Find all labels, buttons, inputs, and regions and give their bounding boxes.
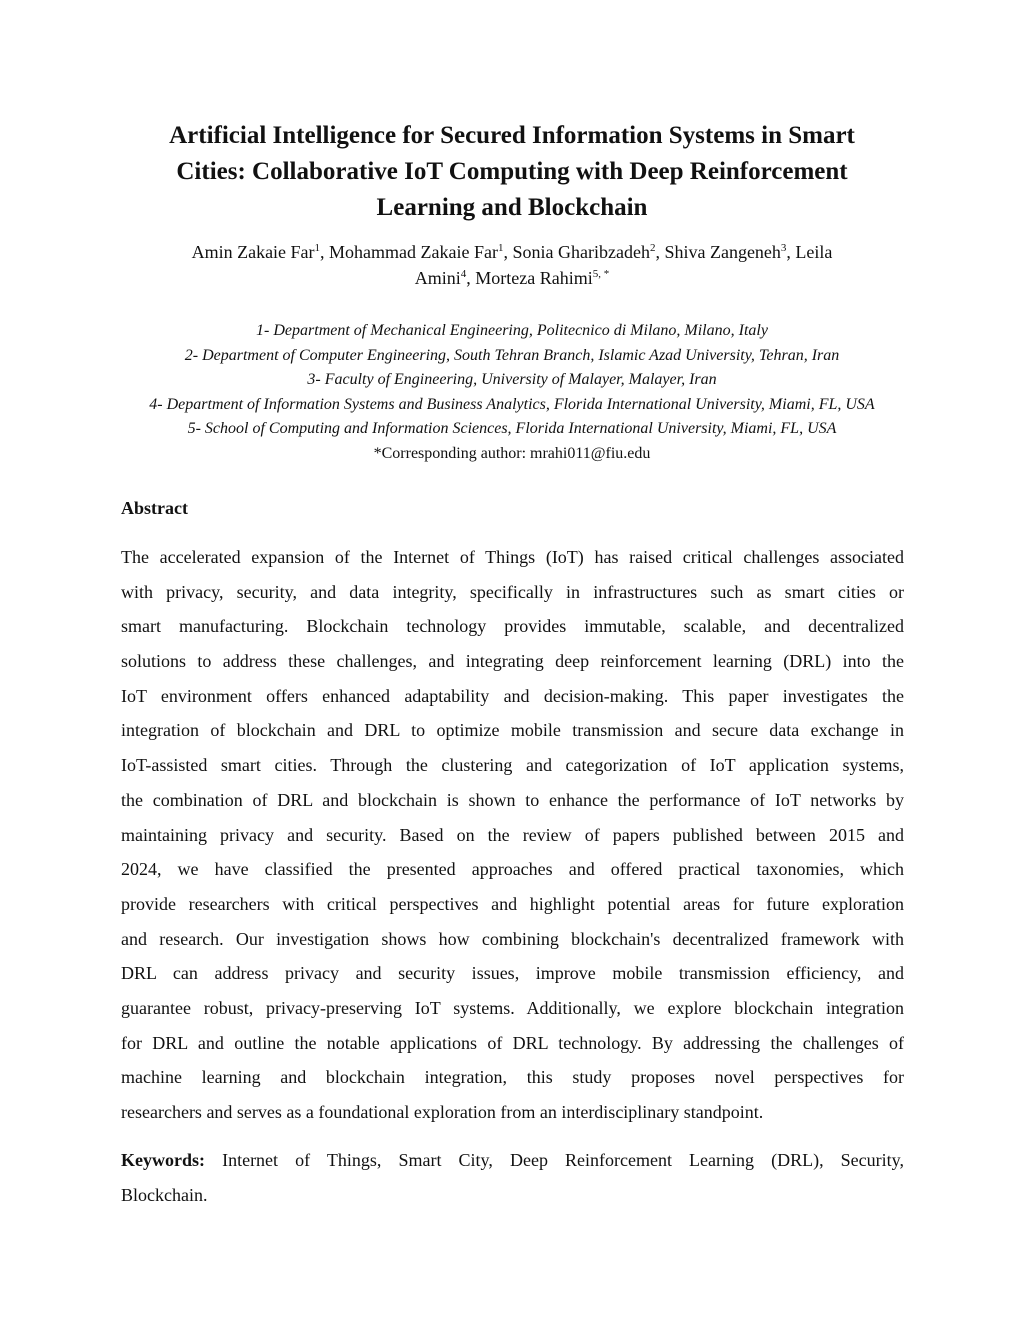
author-affiliation-mark: 4 (460, 268, 467, 280)
keywords (121, 1143, 904, 1212)
paper-title (100, 118, 924, 226)
title-line: Cities: Collaborative IoT Computing with Deep Reinforcement (176, 158, 848, 185)
abstract-line: 2024, we have classified the presented approaches and offered practical taxonomies, which (121, 859, 904, 880)
keywords-label: Keywords: (121, 1150, 205, 1170)
author-separator: , (320, 242, 330, 262)
affiliation: 4- Department of Information Systems and Business Analytics, Florida International University, Miami, FL, USA (149, 395, 875, 413)
abstract-line: provide researchers with critical perspectives and highlight potential areas for future exploration (121, 893, 904, 914)
keywords-line (121, 1143, 904, 1178)
affiliation: 5- School of Computing and Information Sciences, Florida International University, Miami, FL, USA (187, 420, 837, 438)
author-affiliation-mark: 1 (498, 242, 504, 254)
affiliation: 2- Department of Computer Engineering, South Tehran Branch, Islamic Azad University, Tehran, Iran (184, 346, 840, 364)
author-affiliation-mark: 3 (780, 242, 787, 254)
abstract-line: and research. Our investigation shows how combining blockchain's decentralized framework with (121, 928, 904, 949)
author-affiliation-mark: 5, * (592, 268, 610, 280)
title-line: Learning and Blockchain (376, 194, 648, 221)
affiliation: 1- Department of Mechanical Engineering, Politecnico di Milano, Milano, Italy (256, 322, 768, 339)
abstract-body (121, 540, 904, 1130)
author-separator: , (503, 242, 513, 262)
author-separator: , Leila (786, 242, 833, 262)
author-name: Shiva Zangeneh (664, 242, 781, 262)
corresponding-author: *Corresponding author: mrahi011@fiu.edu (373, 444, 651, 462)
affiliation-list (20, 319, 1004, 467)
abstract-line: IoT environment offers enhanced adaptability and decision-making. This paper investigates the (121, 685, 904, 706)
abstract-line: smart manufacturing. Blockchain technology provides immutable, scalable, and decentralized (121, 616, 904, 637)
abstract-line: the combination of DRL and blockchain is shown to enhance the performance of IoT networks by (121, 789, 904, 810)
keywords-line: Blockchain. (121, 1184, 208, 1205)
title-line: Artificial Intelligence for Secured Information Systems in Smart (169, 122, 855, 149)
abstract-heading: Abstract (121, 498, 188, 518)
affiliation: 3- Faculty of Engineering, University of Malayer, Malayer, Iran (307, 371, 717, 389)
author-name: Amini (414, 268, 461, 288)
abstract-line: guarantee robust, privacy-preserving IoT systems. Additionally, we explore blockchain integration (121, 997, 904, 1018)
author-affiliation-mark: 2 (649, 242, 656, 254)
keywords-text: Internet of Things, Smart City, Deep Reinforcement Learning (DRL), Security, (205, 1150, 904, 1170)
abstract-line: IoT-assisted smart cities. Through the clustering and categorization of IoT application systems, (121, 755, 904, 776)
author-name: Mohammad Zakaie Far (329, 242, 498, 262)
abstract-line: The accelerated expansion of the Internet of Things (IoT) has raised critical challenges associated (121, 547, 904, 567)
author-line (100, 239, 924, 265)
author-line (100, 265, 924, 291)
abstract-line: solutions to address these challenges, and integrating deep reinforcement learning (DRL) into the (121, 651, 904, 672)
author-separator: , (466, 268, 476, 288)
author-name: Amin Zakaie Far (191, 242, 315, 262)
abstract-line: integration of blockchain and DRL to optimize mobile transmission and secure data exchange in (121, 720, 904, 741)
author-separator: , (655, 242, 665, 262)
abstract-line: DRL can address privacy and security issues, improve mobile transmission efficiency, and (121, 963, 904, 984)
abstract-line: researchers and serves as a foundational exploration from an interdisciplinary standpoint. (121, 1102, 764, 1122)
author-name: Morteza Rahimi (475, 268, 593, 288)
abstract-line: machine learning and blockchain integration, this study proposes novel perspectives for (121, 1067, 904, 1088)
abstract-line: for DRL and outline the notable applications of DRL technology. By addressing the challenges of (121, 1032, 904, 1053)
author-affiliation-mark: 1 (314, 242, 321, 254)
author-list (100, 239, 924, 291)
author-name: Sonia Gharibzadeh (512, 242, 650, 262)
abstract-line: with privacy, security, and data integrity, specifically in infrastructures such as smart cities or (121, 581, 904, 602)
abstract-line: maintaining privacy and security. Based on the review of papers published between 2015 and (121, 824, 904, 845)
